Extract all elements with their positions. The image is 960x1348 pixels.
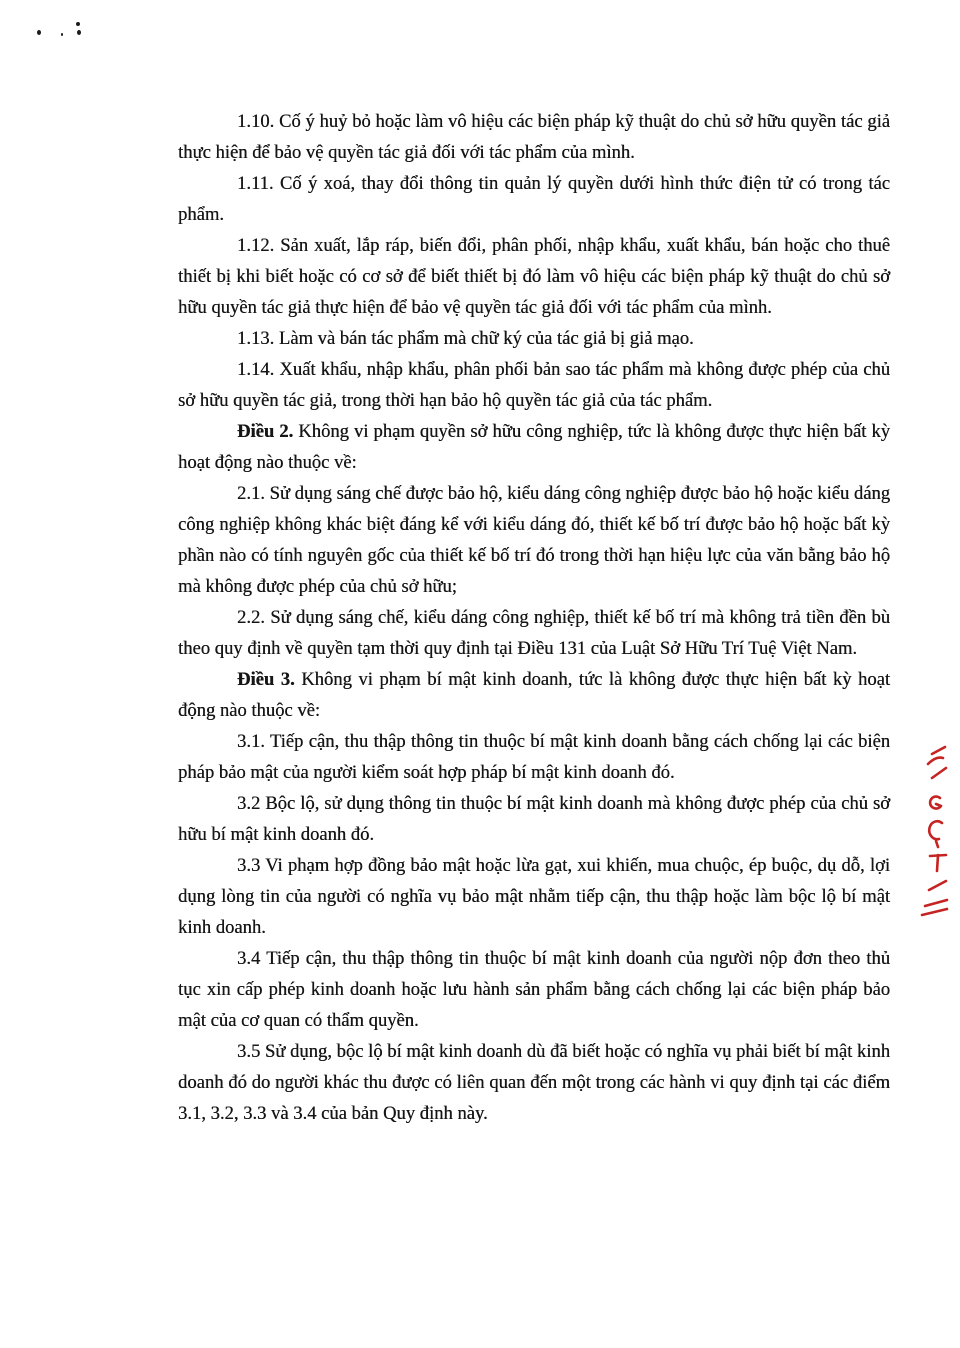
c-hook xyxy=(929,821,942,839)
clause-2-2: 2.2. Sử dụng sáng chế, kiểu dáng công nghiệp, thiết kế bố trí mà không trả tiền đền bù theo quy định về quyền tạm thời quy định tại Điều 131 của Luật Sở Hữu Trí Tuệ Việt Nam. xyxy=(178,607,890,659)
clause-1-11: 1.11. Cố ý xoá, thay đổi thông tin quản lý quyền dưới hình thức điện tử có trong tác phẩm. xyxy=(178,173,890,225)
clause-1-13: 1.13. Làm và bán tác phẩm mà chữ ký của tác giả bị giả mạo. xyxy=(237,328,694,349)
article-heading: Điều 2. xyxy=(237,421,294,442)
clause-3-5: 3.5 Sử dụng, bộc lộ bí mật kinh doanh dù đã biết hoặc có nghĩa vụ phải biết bí mật kinh doanh đó do người khác thu được có liên quan đến một trong các hành vi quy định tại các điểm 3.1, 3.2, 3.3 và 3.4 của bản Quy định này. xyxy=(178,1041,890,1124)
t-stroke xyxy=(937,855,938,871)
ink-speck xyxy=(61,33,63,36)
clause-2-1: 2.1. Sử dụng sáng chế được bảo hộ, kiểu dáng công nghiệp được bảo hộ hoặc kiểu dáng công nghiệp không khác biệt đáng kể với kiểu dáng đó, thiết kế bố trí được bảo hộ hoặc bất kỳ phần nào có tính nguyên gốc của thiết kế bố trí đó trong thời hạn hiệu lực của văn bằng bảo hộ mà không được phép của chủ sở hữu; xyxy=(178,483,891,597)
zigzag-stroke xyxy=(932,747,945,754)
clause-3-4: 3.4 Tiếp cận, thu thập thông tin thuộc bí mật kinh doanh của người nộp đơn theo thủ tục xin cấp phép kinh doanh hoặc lưu hành sản phẩm bằng cách chống lại các biện pháp bảo mật của cơ quan có thẩm quyền. xyxy=(178,948,890,1031)
clause-3-3: 3.3 Vi phạm hợp đồng bảo mật hoặc lừa gạt, xui khiến, mua chuộc, ép buộc, dụ dỗ, lợi dụng lòng tin của người có nghĩa vụ bảo mật nhằm tiếp cận, thu thập hoặc làm bộc lộ bí mật kinh doanh. xyxy=(178,855,890,938)
clause-3-2: 3.2 Bộc lộ, sử dụng thông tin thuộc bí mật kinh doanh mà không được phép của chủ sở hữu bí mật kinh doanh đó. xyxy=(178,793,890,845)
c-hook xyxy=(936,841,938,847)
document-text xyxy=(178,106,890,1129)
slash xyxy=(929,881,946,890)
small-circle xyxy=(930,797,941,809)
red-margin-annotation xyxy=(905,738,957,928)
zigzag-stroke xyxy=(928,758,943,764)
article-2: Điều 2. Không vi phạm quyền sở hữu công nghiệp, tức là không được thực hiện bất kỳ hoạt động nào thuộc về: xyxy=(178,421,890,473)
clause-1-10: 1.10. Cố ý huỷ bỏ hoặc làm vô hiệu các biện pháp kỹ thuật do chủ sở hữu quyền tác giả thực hiện để bảo vệ quyền tác giả đối với tác phẩm của mình. xyxy=(178,111,890,163)
ink-speck xyxy=(76,22,80,26)
ink-speck xyxy=(77,30,81,35)
double-underline xyxy=(922,909,947,915)
ink-speck xyxy=(37,30,41,35)
article-heading: Điều 3. xyxy=(237,669,295,690)
clause-1-14: 1.14. Xuất khẩu, nhập khẩu, phân phối bản sao tác phẩm mà không được phép của chủ sở hữu quyền tác giả, trong thời hạn bảo hộ quyền tác giả của tác phẩm. xyxy=(178,359,890,411)
double-underline xyxy=(925,900,947,906)
zigzag-stroke xyxy=(932,768,946,778)
clause-3-1: 3.1. Tiếp cận, thu thập thông tin thuộc bí mật kinh doanh bằng cách chống lại các biện pháp bảo mật của người kiểm soát hợp pháp bí mật kinh doanh đó. xyxy=(178,731,890,783)
clause-1-12: 1.12. Sản xuất, lắp ráp, biến đổi, phân phối, nhập khẩu, xuất khẩu, bán hoặc cho thuê thiết bị khi biết hoặc có cơ sở để biết thiết bị đó làm vô hiệu các biện pháp kỹ thuật do chủ sở hữu quyền tác giả thực hiện để bảo vệ quyền tác giả đối với tác phẩm của mình. xyxy=(178,235,890,318)
article-3: Điều 3. Không vi phạm bí mật kinh doanh, tức là không được thực hiện bất kỳ hoạt động nào thuộc về: xyxy=(178,669,890,721)
